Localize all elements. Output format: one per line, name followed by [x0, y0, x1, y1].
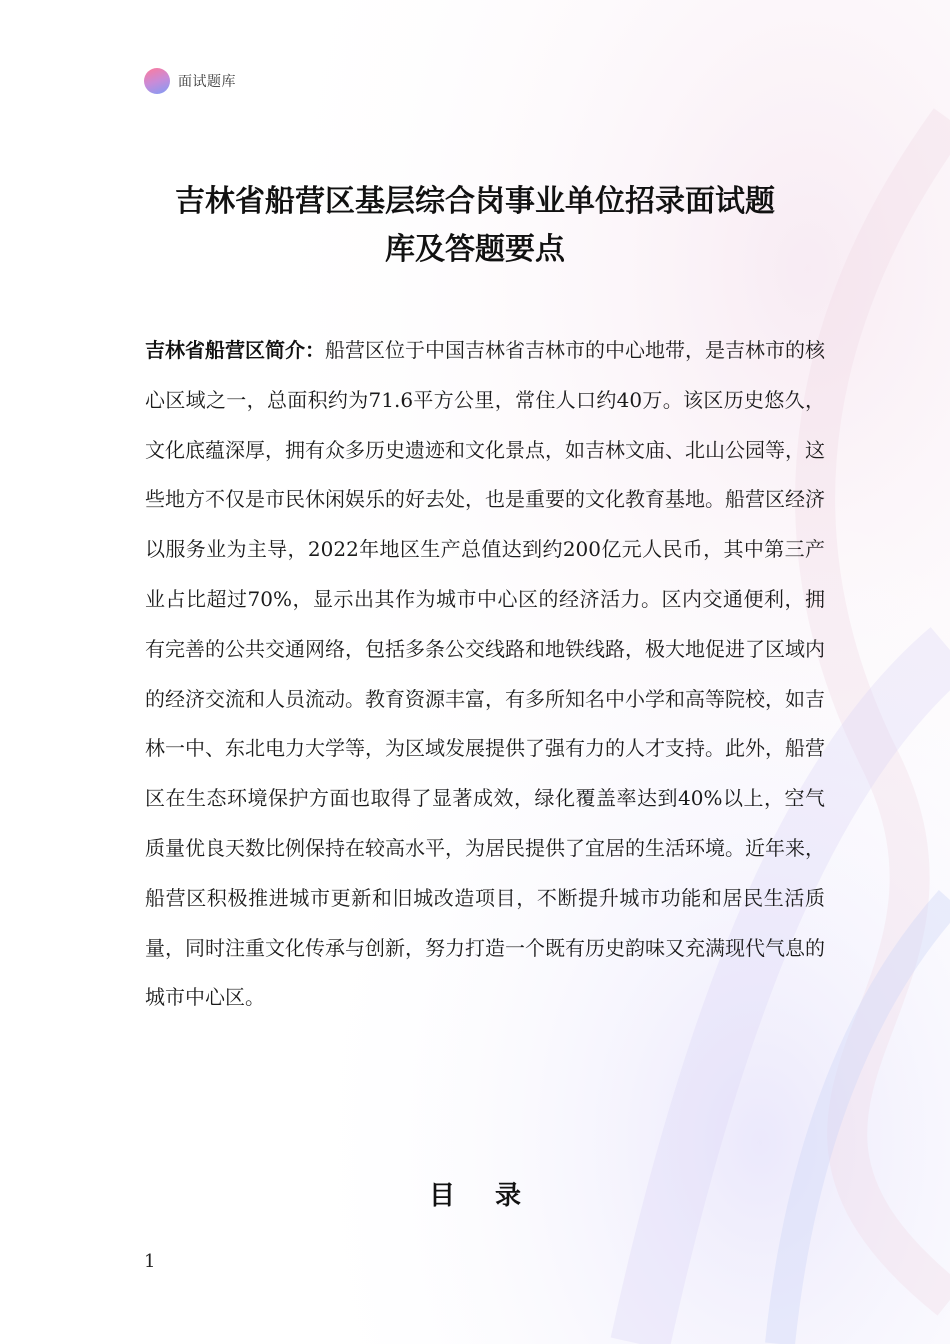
- document-title: [120, 178, 830, 274]
- page-number: 1: [144, 1251, 156, 1272]
- toc-heading: 目录: [428, 1181, 561, 1211]
- title-line-1: 吉林省船营区基层综合岗事业单位招录面试题: [175, 184, 775, 219]
- intro-body: 船营区位于中国吉林省吉林市的中心地带，是吉林市的核心区域之一，总面积约为71.6平方公里，常住人口约40万。该区历史悠久，文化底蕴深厚，拥有众多历史遗迹和文化景点，如吉林文庙、北山公园等，这些地方不仅是市民休闲娱乐的好去处，也是重要的文化教育基地。船营区经济以服务业为主导，2022年地区生产总值达到约200亿元人民币，其中第三产业占比超过70%，显示出其作为城市中心区的经济活力。区内交通便利，拥有完善的公共交通网络，包括多条公交线路和地铁线路，极大地促进了区域内的经济交流和人员流动。教育资源丰富，有多所知名中小学和高等院校，如吉林一中、东北电力大学等，为区域发展提供了强有力的人才支持。此外，船营区在生态环境保护方面也取得了显著成效，绿化覆盖率达到40%以上，空气质量优良天数比例保持在较高水平，为居民提供了宜居的生活环境。近年来，船营区积极推进城市更新和旧城改造项目，不断提升城市功能和居民生活质量，同时注重文化传承与创新，努力打造一个既有历史韵味又充满现代气息的城市中心区。: [145, 338, 825, 1010]
- intro-paragraph: [145, 326, 825, 1023]
- title-line-2: 库及答题要点: [385, 232, 565, 267]
- brand-header: [144, 68, 236, 94]
- brand-label: 面试题库: [178, 74, 236, 90]
- brand-logo-icon: [144, 68, 170, 94]
- intro-label: 吉林省船营区简介：: [145, 338, 325, 362]
